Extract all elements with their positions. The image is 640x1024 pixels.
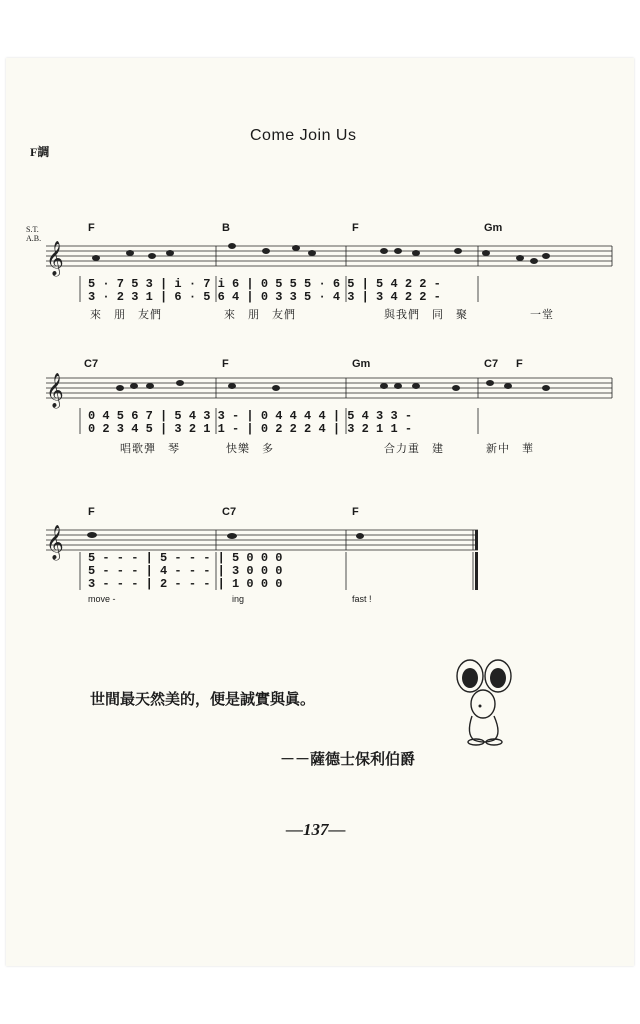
notation-upper: 0 4 5 6 7 | 5 4 3 3 - | 0 4 4 4 4 | 5 4 3 3 - [88,409,413,423]
chord-symbol: F [352,222,359,234]
svg-text:𝄞: 𝄞 [46,525,64,560]
chord-symbol: C7 [222,506,237,518]
chord-symbol: B [222,222,230,234]
lyric: 來 朋 友們 [224,309,296,321]
lyric-en: move - [88,594,116,604]
page-number: —137— [286,820,346,839]
notation-line: 3 - - - | 2 - - - | 1 0 0 0 [88,577,283,591]
lyric: 來 朋 友們 [90,309,162,321]
lyric-en: ing [232,594,245,604]
chord-symbol: C7 [484,358,499,370]
lyric: 一堂 [530,309,554,321]
lyric: 新中 華 [486,443,534,455]
key-signature-label: F調 [30,145,50,159]
notation-line: 5 - - - | 5 - - - | 5 0 0 0 [88,551,283,565]
notation-lower: 3 · 2 3 1 | 6 · 5 6 4 | 0 3 3 5 · 4 3 | 3 4 2 2 - [88,290,441,304]
chord-symbol: C7 [84,358,99,370]
quote-text: 世間最天然美的，便是誠實與眞。 [90,690,316,708]
lyric: 快樂 多 [226,443,274,455]
song-title: Come Join Us [250,127,357,144]
svg-text:𝄞: 𝄞 [46,373,64,408]
chord-symbol: Gm [484,222,503,234]
chord-symbol: F [88,222,95,234]
chord-symbol: F [222,358,229,370]
lyric: 與我們 同 聚 [384,309,468,321]
cartoon-rabbit-illustration [450,656,520,748]
svg-text:𝄞: 𝄞 [46,241,64,276]
chord-symbol: F [88,506,95,518]
quote-author: －－薩德士保利伯爵 [280,750,416,768]
lyric: 合力重 建 [384,443,444,455]
part-label-ab: A.B. [26,234,42,243]
notation-line: 5 - - - | 4 - - - | 3 0 0 0 [88,564,283,578]
part-label-st: S.T. [26,225,39,234]
chord-symbol: Gm [352,358,371,370]
chord-symbol: F [516,358,523,370]
lyric: 唱歌彈 琴 [120,443,180,455]
chord-symbol: F [352,506,359,518]
notation-upper: 5 · 7 5 3 | i · 7 i 6 | 0 5 5 5 · 6 5 | 5 4 2 2 - [88,277,441,291]
notation-lower: 0 2 3 4 5 | 3 2 1 1 - | 0 2 2 2 4 | 3 2 1 1 - [88,422,413,436]
lyric-en: fast ! [352,594,372,604]
